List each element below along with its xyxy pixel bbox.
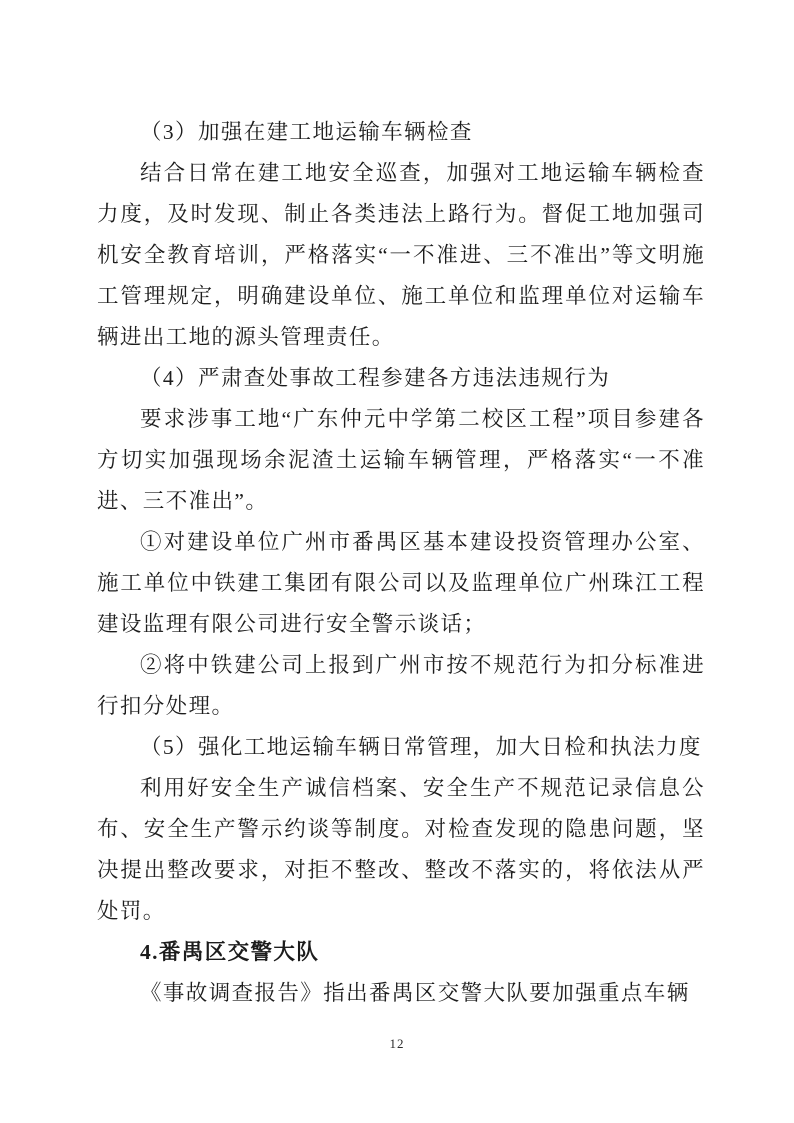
paragraph-measure-2: ②将中铁建公司上报到广州市按不规范行为扣分标准进行扣分处理。 xyxy=(97,653,705,718)
document-body xyxy=(97,112,705,1014)
paragraph-item5-title: （5）强化工地运输车辆日常管理，加大日检和执法力度 xyxy=(140,735,702,759)
paragraph-report-intro: 《事故调查报告》指出番禺区交警大队要加强重点车辆 xyxy=(140,981,690,1005)
paragraph-item4-body: 要求涉事工地“广东仲元中学第二校区工程”项目参建各方切实加强现场余泥渣土运输车辆管理，严格落实“一不准进、三不准出”。 xyxy=(97,407,705,513)
page-number: 12 xyxy=(389,1036,405,1051)
paragraph-item4-title: （4）严肃查处事故工程参建各方违法违规行为 xyxy=(140,366,611,390)
section-heading-traffic-police: 4.番禺区交警大队 xyxy=(140,940,320,964)
paragraph-item3-body: 结合日常在建工地安全巡查，加强对工地运输车辆检查力度，及时发现、制止各类违法上路行为。督促工地加强司机安全教育培训，严格落实“一不准进、三不准出”等文明施工管理规定，明确建设单位、施工单位和监理单位对运输车辆进出工地的源头管理责任。 xyxy=(97,161,705,349)
paragraph-measure-1: ①对建设单位广州市番禺区基本建设投资管理办公室、施工单位中铁建工集团有限公司以及监理单位广州珠江工程建设监理有限公司进行安全警示谈话； xyxy=(97,530,705,636)
paragraph-item5-body: 利用好安全生产诚信档案、安全生产不规范记录信息公布、安全生产警示约谈等制度。对检查发现的隐患问题，坚决提出整改要求，对拒不整改、整改不落实的，将依法从严处罚。 xyxy=(97,776,705,923)
paragraph-item3-title: （3）加强在建工地运输车辆检查 xyxy=(140,120,473,144)
